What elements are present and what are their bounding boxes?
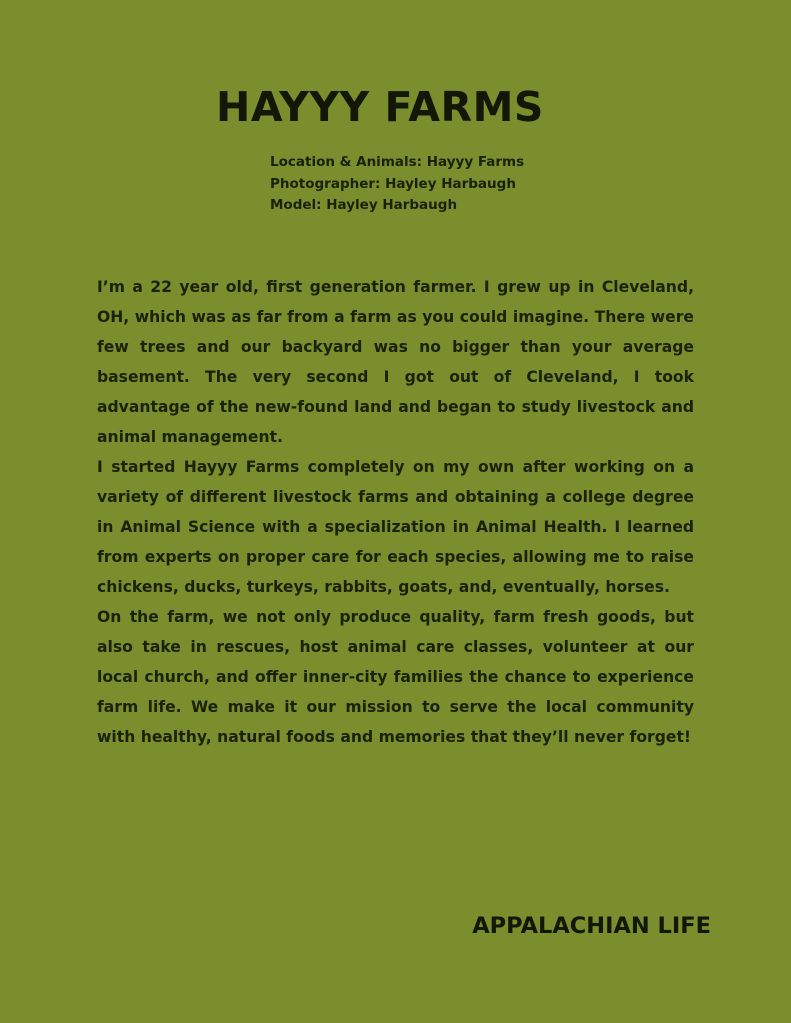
paragraph-intro: I’m a 22 year old, first generation farmer. I grew up in Cleveland, OH, which was as far from a farm as you could imagine. There were few trees and our backyard was no bigger than your average basement. The very second I got out of Cleveland, I took advantage of the new-found land and began to study livestock and animal management. (97, 278, 694, 446)
section-footer-label: APPALACHIAN LIFE (472, 913, 711, 939)
credit-photographer: Photographer: Hayley Harbaugh (270, 175, 516, 192)
credit-location: Location & Animals: Hayyy Farms (270, 154, 525, 170)
paragraph-mission: On the farm, we not only produce quality, farm fresh goods, but also take in rescues, host animal care classes, volunteer at our local church, and offer inner-city families the chance to experience farm life. We make it our mission to serve the local community with healthy, natural foods and memories that they’ll never forget! (97, 608, 694, 746)
paragraph-history: I started Hayyy Farms completely on my own after working on a variety of different livestock farms and obtaining a college degree in Animal Science with a specialization in Animal Health. I learned from experts on proper care for each species, allowing me to raise chickens, ducks, turkeys, rabbits, goats, and, eventually, horses. (97, 458, 694, 596)
credits-list (270, 152, 524, 217)
credit-model: Model: Hayley Harbaugh (270, 197, 458, 213)
page-title: HAYYY FARMS (216, 83, 544, 131)
article-body (97, 272, 694, 752)
